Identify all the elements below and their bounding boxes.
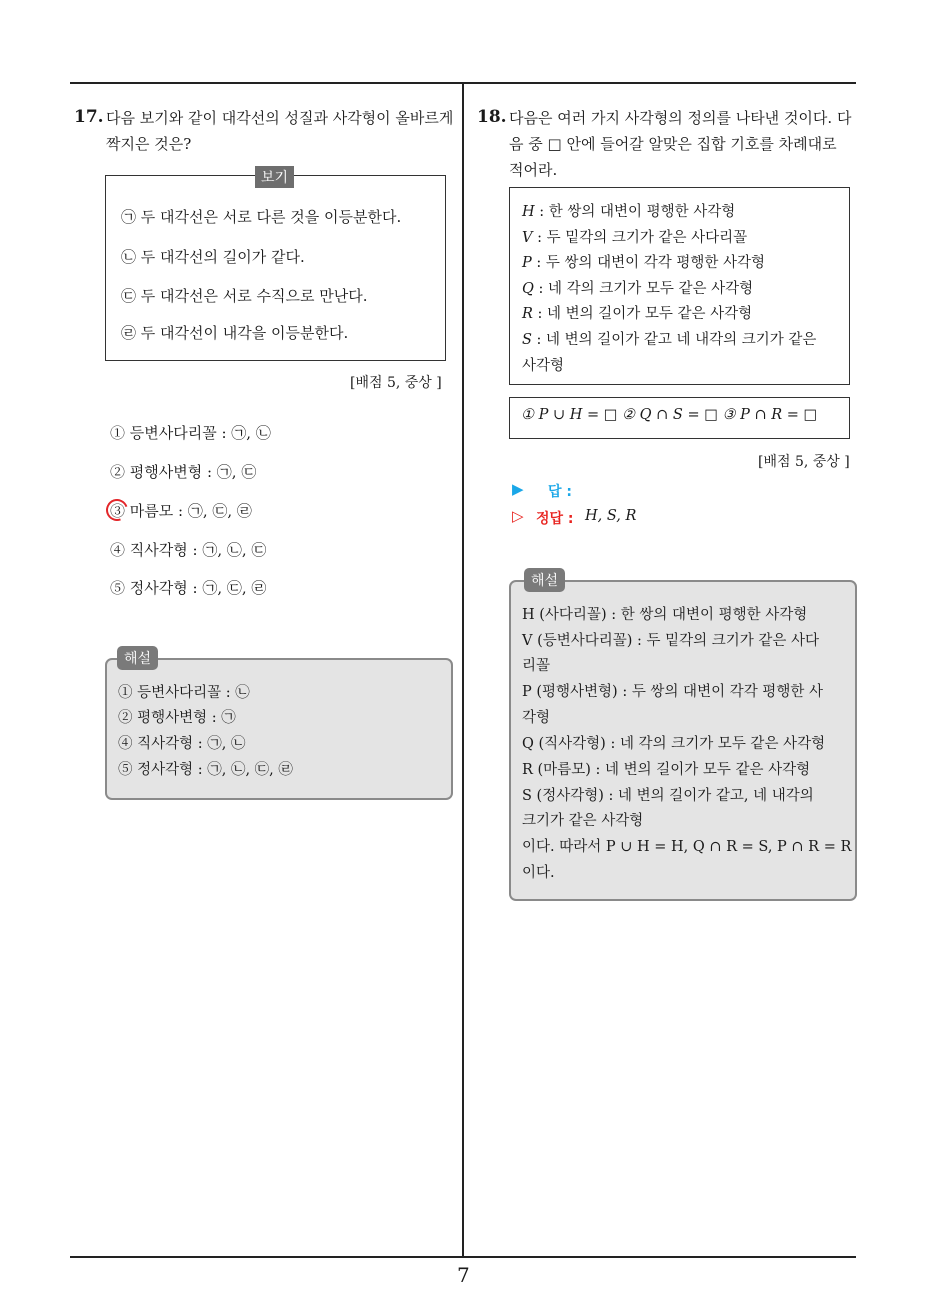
q17-choice-2[interactable]: ② 평행사변형 : ㉠, ㉢ bbox=[110, 463, 257, 481]
q17-bogi-item-3: ㉢ 두 대각선은 서로 수직으로 만난다. bbox=[121, 287, 368, 305]
q18-def-S: S : 네 변의 길이가 같고 네 내각의 크기가 같은 bbox=[522, 332, 817, 348]
q17-score: [배점 5, 중상 ] bbox=[350, 375, 442, 391]
answer-arrow-icon: ▶ bbox=[512, 480, 524, 498]
q18-haeseol-line-5: 각형 bbox=[522, 710, 551, 726]
q18-haeseol-line-3: 리꼴 bbox=[522, 658, 551, 674]
q17-choice-3[interactable]: ③ 마름모 : ㉠, ㉢, ㉣ bbox=[110, 502, 252, 520]
q17-haeseol-line-4: ⑤ 정사각형 : ㉠, ㉡, ㉢, ㉣ bbox=[118, 762, 293, 778]
q18-haeseol-line-7: R (마름모) : 네 변의 길이가 모두 같은 사각형 bbox=[522, 762, 811, 778]
q18-text-line1: 다음은 여러 가지 사각형의 정의를 나타낸 것이다. 다 bbox=[509, 109, 852, 127]
q18-def-Q: Q : 네 각의 크기가 모두 같은 사각형 bbox=[522, 281, 754, 297]
bottom-rule bbox=[70, 1256, 856, 1258]
q18-score: [배점 5, 중상 ] bbox=[758, 454, 850, 470]
q18-haeseol-label: 해설 bbox=[524, 568, 565, 592]
q18-haeseol-line-1: H (사다리꼴) : 한 쌍의 대변이 평행한 사각형 bbox=[522, 607, 808, 623]
q18-haeseol-line-8: S (정사각형) : 네 변의 길이가 같고, 네 내각의 bbox=[522, 788, 814, 804]
q17-number: 17. bbox=[74, 107, 104, 127]
q18-haeseol-line-6: Q (직사각형) : 네 각의 크기가 모두 같은 사각형 bbox=[522, 736, 826, 752]
q18-def-P: P : 두 쌍의 대변이 각각 평행한 사각형 bbox=[522, 255, 766, 271]
q18-def-V: V : 두 밑각의 크기가 같은 사다리꼴 bbox=[522, 230, 748, 246]
q17-text-line1: 다음 보기와 같이 대각선의 성질과 사각형이 올바르게 bbox=[106, 109, 454, 127]
q17-choice-4[interactable]: ④ 직사각형 : ㉠, ㉡, ㉢ bbox=[110, 541, 267, 559]
q17-bogi-label: 보기 bbox=[255, 166, 294, 188]
page-number: 7 bbox=[457, 1263, 470, 1287]
q18-correct-value: H, S, R bbox=[585, 508, 637, 524]
q18-def-R: R : 네 변의 길이가 모두 같은 사각형 bbox=[522, 306, 753, 322]
q17-haeseol-line-1: ① 등변사다리꼴 : ㉡ bbox=[118, 685, 250, 701]
q17-haeseol-line-2: ② 평행사변형 : ㉠ bbox=[118, 710, 236, 726]
q18-correct-label: 정답 : bbox=[536, 511, 574, 527]
q17-bogi-item-4: ㉣ 두 대각선이 내각을 이등분한다. bbox=[121, 324, 349, 342]
q17-bogi-item-2: ㉡ 두 대각선의 길이가 같다. bbox=[121, 248, 305, 266]
q18-def-S-cont: 사각형 bbox=[522, 358, 565, 374]
q17-choice-5[interactable]: ⑤ 정사각형 : ㉠, ㉢, ㉣ bbox=[110, 579, 267, 597]
q18-haeseol-line-4: P (평행사변형) : 두 쌍의 대변이 각각 평행한 사 bbox=[522, 684, 823, 700]
q17-text-line2: 짝지은 것은? bbox=[106, 135, 192, 153]
q17-choice-1[interactable]: ① 등변사다리꼴 : ㉠, ㉡ bbox=[110, 424, 271, 442]
q18-haeseol-line-10: 이다. 따라서 P ∪ H = H, Q ∩ R = S, P ∩ R = R bbox=[522, 839, 852, 855]
q18-answer-label: 답 : bbox=[548, 484, 572, 500]
q17-haeseol-label: 해설 bbox=[117, 646, 158, 670]
correct-arrow-icon: ▷ bbox=[512, 507, 524, 525]
q18-haeseol-line-9: 크기가 같은 사각형 bbox=[522, 813, 644, 829]
q18-text-line2: 음 중 □ 안에 들어갈 알맞은 집합 기호를 차례대로 bbox=[509, 135, 837, 153]
q17-haeseol-line-3: ④ 직사각형 : ㉠, ㉡ bbox=[118, 736, 246, 752]
q18-def-H: H : 한 쌍의 대변이 평행한 사각형 bbox=[522, 204, 736, 220]
q17-bogi-item-1: ㉠ 두 대각선은 서로 다른 것을 이등분한다. bbox=[121, 208, 402, 226]
q18-number: 18. bbox=[477, 107, 507, 127]
column-divider bbox=[462, 82, 464, 1257]
q18-haeseol-line-2: V (등변사다리꼴) : 두 밑각의 크기가 같은 사다 bbox=[522, 633, 820, 649]
q18-text-line3: 적어라. bbox=[509, 161, 558, 179]
q18-formula: ① P ∪ H = □ ② Q ∩ S = □ ③ P ∩ R = □ bbox=[521, 407, 818, 423]
q18-haeseol-line-11: 이다. bbox=[522, 865, 555, 881]
